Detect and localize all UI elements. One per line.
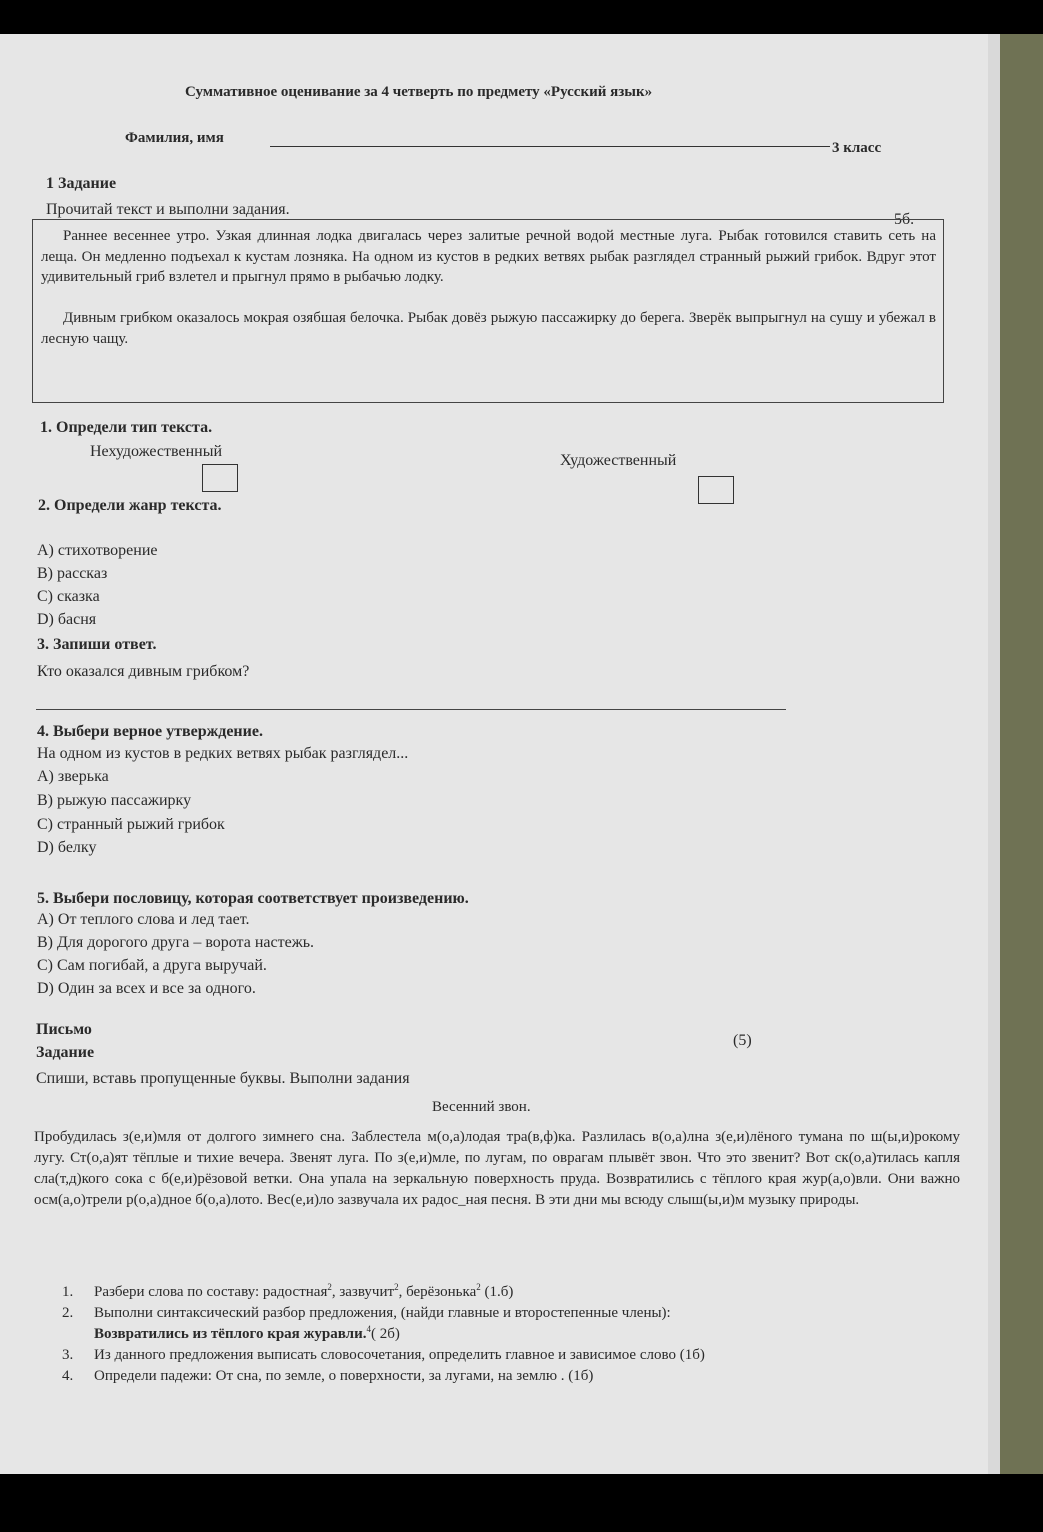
q2-title: 2. Определи жанр текста. xyxy=(38,497,222,514)
task-text: (1.б) xyxy=(480,1284,514,1300)
writing-task-item xyxy=(62,1366,962,1387)
writing-points: (5) xyxy=(733,1032,752,1049)
q2-option[interactable]: D) басня xyxy=(37,611,97,628)
task-text: Из данного предложения выписать словосочетания, определить главное и зависимое слово (1б) xyxy=(94,1347,705,1363)
q3-title: 3. Запиши ответ. xyxy=(37,636,157,653)
q4-option[interactable]: D) белку xyxy=(37,839,97,856)
top-black-band xyxy=(0,0,1043,34)
writing-task-item xyxy=(62,1282,962,1303)
q2-option[interactable]: B) рассказ xyxy=(37,565,108,582)
q3-answer-line[interactable] xyxy=(36,709,786,710)
task-number: 4. xyxy=(62,1368,74,1384)
task1-instruction: Прочитай текст и выполни задания. xyxy=(46,201,290,218)
q4-option[interactable]: C) странный рыжий грибок xyxy=(37,816,225,833)
story-text: Пробудилась з(е,и)мля от долгого зимнего сна. Заблестела м(о,а)лодая тра(в,ф)ка. Разлилась в(о,а)лна з(е,и)лёного тумана по ш(ы,и)рокому лугу. Ст(о,а)ят тёплые и тихие вечера. Звенят луга. По з(е,и)мле, по лугам, по оврагам плывёт звон. Что это звенит? Вот ск(о,а)тилась капля сла(т,д)кого сока с б(е,и)рёзовой ветки. Она упала на зеркальную поверхность пруда. Возвратились с тёплого края жур(а,о)вли. Они важно осм(а,о)трели р(о,а)дное б(о,а)лото. Вес(е,и)ло зазвучала их радос_ная песня. В эти дни мы всюду слыш(ы,и)м музыку природы. xyxy=(34,1129,960,1208)
q4-question: На одном из кустов в редких ветвях рыбак разглядел... xyxy=(37,745,409,762)
task-points: ( 2б) xyxy=(370,1326,400,1342)
writing-task-list xyxy=(62,1282,962,1387)
task-sup: 2 xyxy=(476,1282,481,1292)
q4-option[interactable]: B) рыжую пассажирку xyxy=(37,792,192,809)
story-title: Весенний звон. xyxy=(432,1099,531,1115)
task-sup: 2 xyxy=(327,1282,332,1292)
task-text: Выполни синтаксический разбор предложения, (найди главные и второстепенные члены): xyxy=(94,1305,671,1321)
writing-task-item xyxy=(62,1303,962,1345)
q3-question: Кто оказался дивным грибком? xyxy=(37,663,250,680)
task1-points: 5б. xyxy=(894,211,915,228)
task-sup: 4 xyxy=(366,1324,371,1334)
task-text: , зазвучит xyxy=(331,1284,395,1300)
page-edge-shadow xyxy=(988,34,1000,1474)
task-text: Разбери слова по составу: радостная xyxy=(94,1284,328,1300)
q5-option[interactable]: C) Сам погибай, а друга выручай. xyxy=(37,957,267,974)
q2-option[interactable]: C) сказка xyxy=(37,588,100,605)
q1-option-fiction: Художественный xyxy=(560,452,677,469)
q4-option[interactable]: A) зверька xyxy=(37,768,109,785)
grade-label: 3 класс xyxy=(832,140,882,156)
q5-option[interactable]: D) Один за всех и все за одного. xyxy=(37,980,256,997)
task-sentence: Возвратились из тёплого края журавли. xyxy=(94,1326,367,1342)
task-number: 1. xyxy=(62,1284,74,1300)
background-edge xyxy=(1000,34,1043,1474)
writing-heading: Письмо xyxy=(36,1021,92,1038)
q5-title: 5. Выбери пословицу, которая соответствует произведению. xyxy=(37,890,469,907)
reading-paragraph-1: Раннее весеннее утро. Узкая длинная лодка двигалась через залитые речной водой местные луга. Рыбак готовился ставить сеть на леща. Он медленно подъехал к кустам лозняка. На одном из кустов в редких ветвях рыбак разглядел странный рыжий грибок. Вдруг этот удивительный гриб взлетел и прыгнул прямо в рыбачью лодку. xyxy=(41,228,936,285)
q5-option[interactable]: B) Для дорогого друга – ворота настежь. xyxy=(37,934,315,951)
task-text: Определи падежи: От сна, по земле, о поверхности, за лугами, на землю . (1б) xyxy=(94,1368,594,1384)
task1-heading: 1 Задание xyxy=(46,175,117,192)
writing-task-label: Задание xyxy=(36,1044,95,1061)
q2-option[interactable]: A) стихотворение xyxy=(37,542,158,559)
writing-instruction: Спиши, вставь пропущенные буквы. Выполни задания xyxy=(36,1070,410,1087)
q4-title: 4. Выбери верное утверждение. xyxy=(37,723,263,740)
task-text: , берёзонька xyxy=(398,1284,477,1300)
reading-text-box xyxy=(32,219,944,403)
task-number: 2. xyxy=(62,1305,74,1321)
q1-title: 1. Определи тип текста. xyxy=(40,419,213,436)
reading-paragraph-2: Дивным грибком оказалось мокрая озябшая белочка. Рыбак довёз рыжую пассажирку до берега. Зверёк выпрыгнул на сушу и убежал в лесную чащу. xyxy=(41,310,936,347)
task-sup: 2 xyxy=(394,1282,399,1292)
task-number: 3. xyxy=(62,1347,74,1363)
q1-option-nonfiction: Нехудожественный xyxy=(90,443,223,460)
q5-option[interactable]: A) От теплого слова и лед тает. xyxy=(37,911,250,928)
q1-nonfiction-checkbox[interactable] xyxy=(202,464,238,492)
writing-task-item xyxy=(62,1345,962,1366)
surname-label: Фамилия, имя xyxy=(125,130,224,146)
surname-field-line xyxy=(270,146,830,147)
worksheet-page xyxy=(0,34,1000,1474)
q1-fiction-checkbox[interactable] xyxy=(698,476,734,504)
bottom-black-band xyxy=(0,1474,1043,1532)
page-title: Суммативное оценивание за 4 четверть по предмету «Русский язык» xyxy=(185,84,653,100)
